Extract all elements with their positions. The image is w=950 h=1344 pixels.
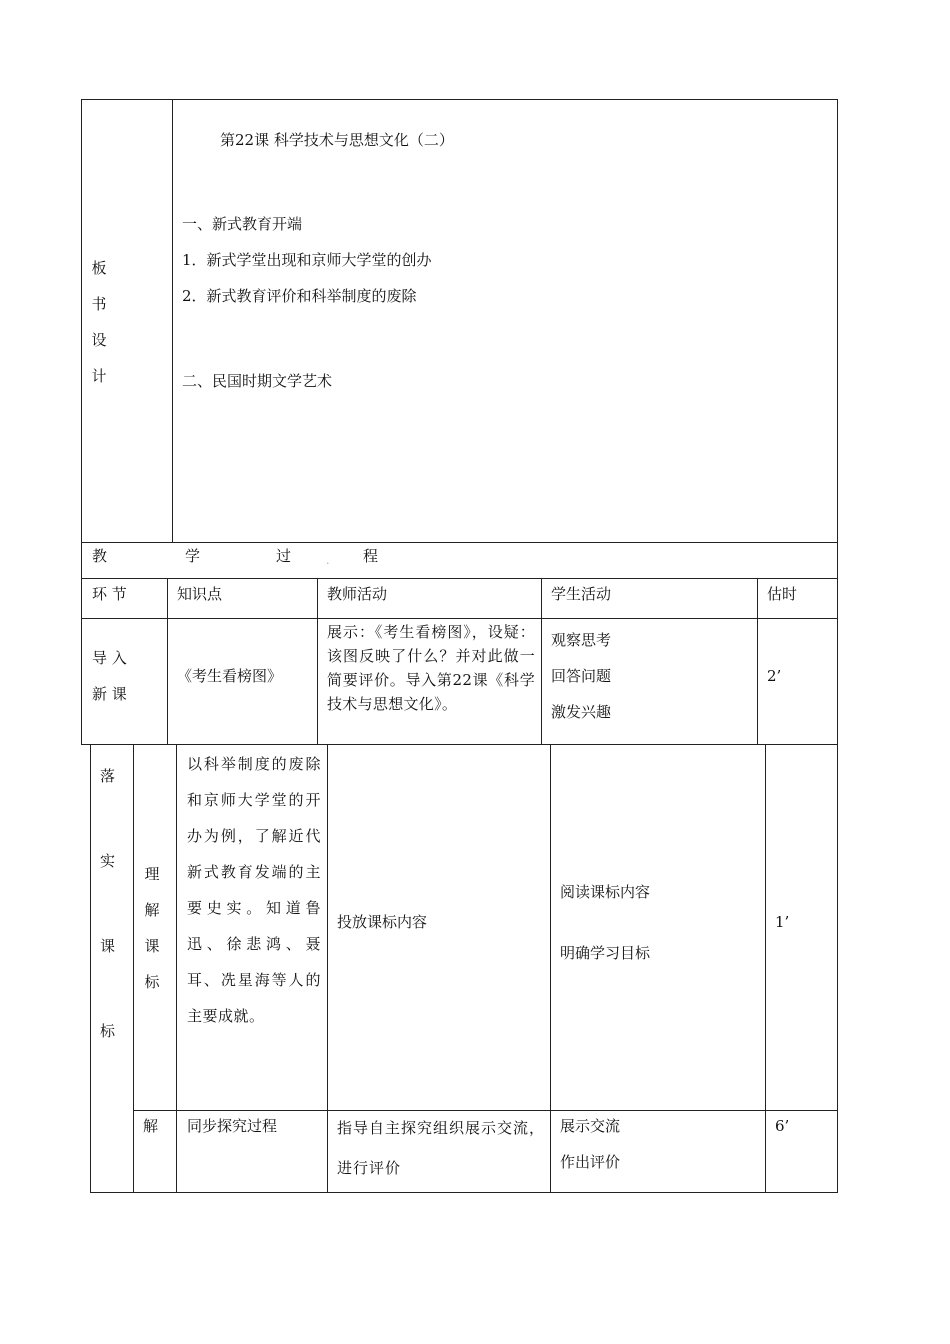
intro-student-2: 回答问题 — [551, 667, 612, 685]
row2-student-1: 展示交流 — [560, 1117, 621, 1135]
row1-knowledge: 以科举制度的废除和京师大学堂的开办为例，了解近代新式教育发端的主要史实。知道鲁迅、徐悲鸿、聂耳、冼星海等人的主要成就。 — [187, 755, 321, 1025]
process-char-1: 教 — [92, 547, 108, 565]
board-design-label: 板 书 设 计 — [91, 259, 107, 385]
intro-time: 2’ — [767, 667, 782, 685]
outer-label-char-1: 落 — [100, 767, 116, 785]
process-dot: . — [326, 554, 330, 567]
intro-link-line1: 导 入 — [92, 649, 127, 667]
header-link: 环 节 — [92, 585, 127, 603]
section-heading-2: 二、民国时期文学艺术 — [182, 372, 333, 390]
sub-label-understand-standards: 理 解 课 标 — [144, 865, 160, 991]
intro-link-line2: 新 课 — [92, 685, 127, 703]
row1-time: 1’ — [775, 913, 790, 931]
row2-knowledge: 同步探究过程 — [187, 1117, 278, 1135]
row2-teacher: 指导自主探究组织展示交流，进行评价 — [337, 1119, 546, 1177]
section-heading-1: 一、新式教育开端 — [182, 215, 303, 233]
row1-student-2: 明确学习目标 — [560, 944, 651, 962]
row2-time: 6’ — [775, 1117, 790, 1135]
header-knowledge: 知识点 — [177, 585, 223, 603]
row1-teacher: 投放课标内容 — [337, 913, 428, 931]
header-time: 估时 — [767, 585, 798, 603]
row1-student-1: 阅读课标内容 — [560, 883, 651, 901]
outline-item-2: 2．新式教育评价和科举制度的废除 — [182, 287, 417, 305]
process-char-2: 学 — [185, 547, 201, 565]
intro-student-1: 观察思考 — [551, 631, 612, 649]
outline-item-1: 1．新式学堂出现和京师大学堂的创办 — [182, 251, 432, 269]
lesson-title: 第22课 科学技术与思想文化（二） — [220, 131, 454, 149]
row2-student-2: 作出评价 — [560, 1153, 621, 1171]
process-char-4: 程 — [363, 547, 379, 565]
outer-label-char-3: 课 — [100, 937, 116, 955]
intro-student-3: 激发兴趣 — [551, 703, 612, 721]
outer-label-char-2: 实 — [100, 852, 116, 870]
header-teacher: 教师活动 — [327, 585, 388, 603]
intro-teacher-activity: 展示：《考生看榜图》，设疑：该图反映了什么？并对此做一简要评价。导入第22课《科学技术与思想文化》。 — [327, 623, 535, 713]
row2-sub-label: 解 — [143, 1117, 159, 1135]
outer-label-char-4: 标 — [100, 1022, 116, 1040]
process-char-3: 过 — [276, 547, 292, 565]
intro-knowledge: 《考生看榜图》 — [177, 667, 283, 685]
header-student: 学生活动 — [551, 585, 612, 603]
